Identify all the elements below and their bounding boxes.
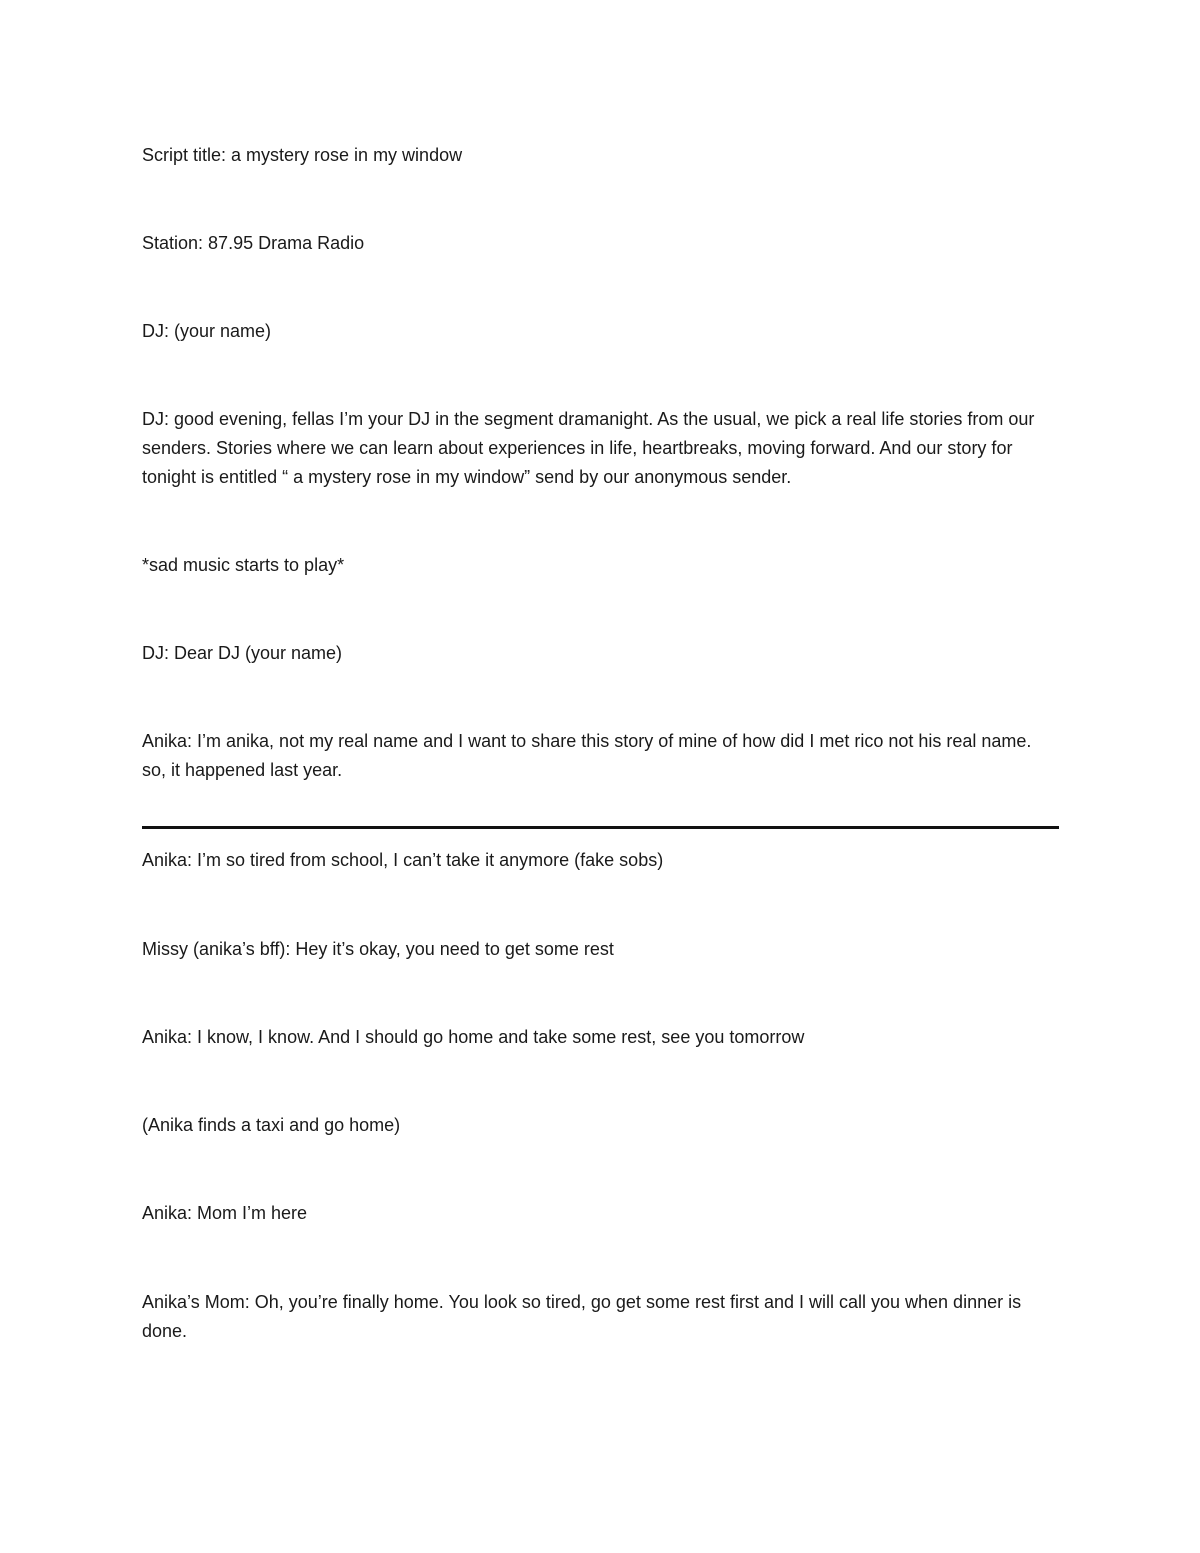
anika-know-line: Anika: I know, I know. And I should go home and take some rest, see you tomorrow (142, 1027, 805, 1047)
taxi-stage-direction: (Anika finds a taxi and go home) (142, 1115, 401, 1135)
mom-line: Anika’s Mom: Oh, you’re finally home. You look so tired, go get some rest first and I will call you when dinner is done. (142, 1292, 1022, 1341)
section-divider (142, 826, 1059, 829)
anika-home-line: Anika: Mom I’m here (142, 1203, 308, 1223)
script-title: Script title: a mystery rose in my window (142, 145, 463, 165)
dj-name-line: DJ: (your name) (142, 321, 272, 341)
dear-dj-line: DJ: Dear DJ (your name) (142, 643, 343, 663)
missy-line: Missy (anika’s bff): Hey it’s okay, you need to get some rest (142, 939, 614, 959)
anika-intro-paragraph: Anika: I’m anika, not my real name and I want to share this story of mine of how did I met rico not his real name. so, it happened last year. (142, 731, 1032, 780)
station-line: Station: 87.95 Drama Radio (142, 233, 365, 253)
dj-intro-paragraph: DJ: good evening, fellas I’m your DJ in the segment dramanight. As the usual, we pick a real life stories from our senders. Stories where we can learn about experiences in life, heartbreaks, moving forward. And our story for tonight is entitled “ a mystery rose in my window” send by our anonymous sender. (142, 409, 1035, 487)
music-cue: *sad music starts to play* (142, 555, 345, 575)
anika-tired-line: Anika: I’m so tired from school, I can’t take it anymore (fake sobs) (142, 850, 664, 870)
